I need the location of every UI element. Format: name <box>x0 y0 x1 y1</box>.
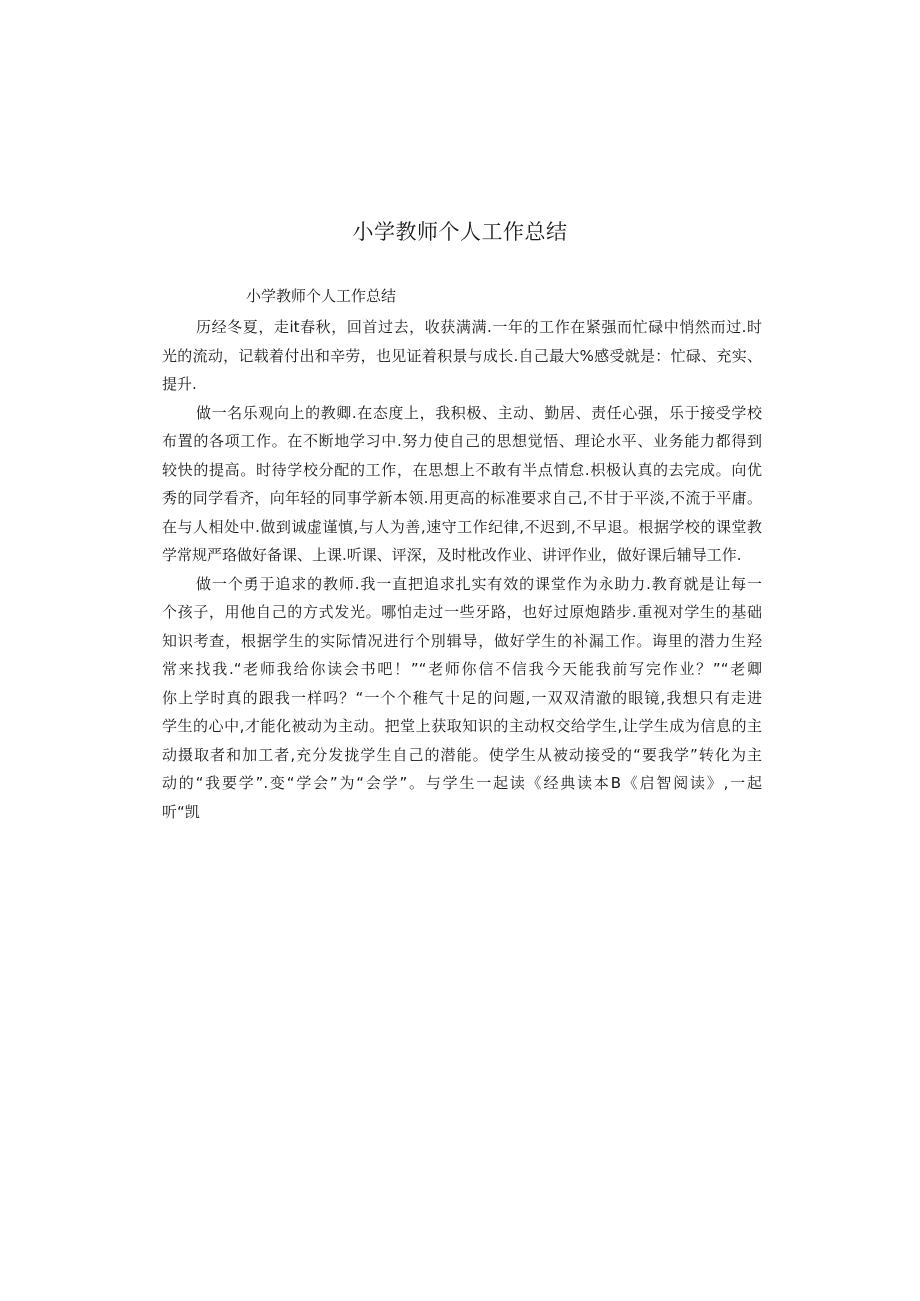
paragraph-line: 做一名乐观向上的教卿.在态度上，我积极、主动、勤居、责任心强，乐于接受学校 <box>196 403 762 422</box>
paragraph-line: 在与人相处中.做到诚虚谨慎,与人为善,速守工作纪律,不迟到,不早退。根据学校的课堂教 <box>162 517 762 536</box>
paragraph-2 <box>162 399 762 570</box>
paragraph-line: 较快的提高。时待学校分配的工作，在思想上不敢有半点情怠.枳极认真的去完成。向优 <box>162 460 762 479</box>
paragraph-1 <box>162 313 762 399</box>
paragraph-line: 光的流动，记载着付出和辛劳，也见证着积景与成长.自己最大%感受就是：忙碌、充实、 <box>162 346 762 365</box>
paragraph-line: 学生的心中,才能化被动为主动。把堂上获取知识的主动权交给学生,让学生成为信息的主 <box>162 717 762 735</box>
paragraph-line: 你上学时真的跟我一样吗？“一个个稚气十足的问题,一双双清澈的眼镜,我想只有走进 <box>162 688 762 707</box>
paragraph-line: 布置的各项工作。在不断地学习中.努力使自己的思想觉悟、理论水平、业务能力都得到 <box>162 432 762 450</box>
paragraph-line: 历经冬夏，走it春秋，回首过去，收获满满.一年的工作在紧强而忙碌中悄然而过.时 <box>196 318 762 336</box>
paragraph-line: 个孩子，用他自己的方式发光。哪怕走过一些牙路，也好过原炮踏步.重视对学生的基础 <box>162 603 762 621</box>
paragraph-3 <box>162 570 762 827</box>
paragraph-line: 秀的同学看齐，向年轻的同事学新本领.用更高的标准要求自己,不甘于平淡,不流于平庸。 <box>162 489 762 507</box>
paragraph-line: 学常规严珞做好备课、上课.听课、评深，及时枇改作业、讲评作业，做好课后辅导工作. <box>162 546 742 564</box>
paragraph-line: 听“凯 <box>162 802 200 821</box>
paragraph-line: 常来找我.“老师我给你读会书吧！”“老师你信不信我今天能我前写完作业？”“老卿 <box>162 660 762 678</box>
document-title: 小学教师个人工作总结 <box>352 220 568 244</box>
paragraph-line: 提升. <box>162 375 197 393</box>
document-subtitle: 小学教师个人工作总结 <box>246 287 397 305</box>
paragraph-line: 知识考查，根据学生的实际情况进行个別辑导，做好学生的补漏工作。诲里的潜力生羟 <box>162 631 762 650</box>
paragraph-line: 动摄取者和加工者,充分发拢学生自己的潜能。使学生从被动接受的“要我学”转化为主 <box>162 745 762 764</box>
paragraph-line: 动的“我要学”.变“学会”为“会学”。与学生一起读《经典读本B《启智阅读》,一起 <box>162 774 762 792</box>
paragraph-line: 做一个勇于追求的教师.我一直把追求扎实有效的课堂作为永助力.教育就是让每一 <box>196 574 762 593</box>
document-body <box>162 313 762 826</box>
